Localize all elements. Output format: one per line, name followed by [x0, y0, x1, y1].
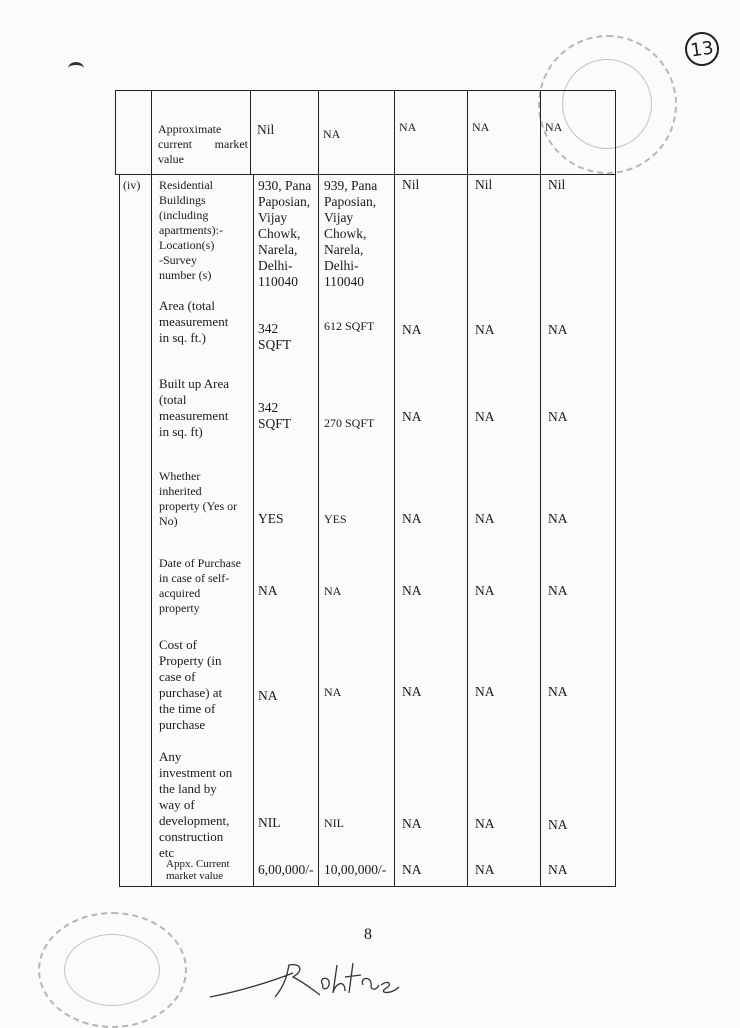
field-label-line: in case of self- [159, 571, 230, 585]
field-value-line: 342 [258, 321, 279, 336]
field-value-col5: NA [548, 409, 568, 424]
table-col-line [250, 90, 251, 174]
field-value-col4: NA [475, 322, 495, 337]
top-row-col1: Nil [257, 122, 275, 137]
field-value-col1 [258, 400, 291, 432]
field-value-col3: NA [402, 816, 422, 831]
row-serial-iv: (iv) [123, 178, 141, 192]
field-value-col5: NA [548, 583, 568, 598]
table-bottom-border [119, 886, 616, 887]
field-value-line: 930, Pana [258, 178, 312, 193]
field-value-col1: YES [258, 511, 284, 526]
field-value-line: SQFT [258, 337, 292, 352]
field-value-col4: NA [475, 816, 495, 831]
field-value-col1 [258, 178, 311, 290]
field-label-line: -Survey [159, 253, 197, 267]
field-value-col4: NA [475, 862, 495, 877]
field-value-line: 110040 [258, 274, 298, 289]
field-label-line: measurement [159, 408, 229, 423]
handwritten-signature [205, 935, 405, 1010]
field-label-line: purchase [159, 717, 206, 732]
field-label [159, 637, 222, 733]
field-value-col3: NA [402, 862, 422, 877]
field-label-line: Buildings [159, 193, 206, 207]
field-value-line: Chowk, [324, 226, 367, 241]
field-label-line: Property (in [159, 653, 222, 668]
field-value-line: Delhi- [324, 258, 359, 273]
field-label-line: the land by [159, 781, 217, 796]
field-value-col3: NA [402, 583, 422, 598]
field-value-line: Narela, [324, 242, 364, 257]
field-value-col4: Nil [475, 177, 493, 192]
field-value-col1 [258, 321, 291, 353]
table-col-line [467, 90, 468, 887]
field-label-line: market value [166, 870, 224, 882]
punch-hole-mark [68, 62, 84, 75]
field-value-col5: NA [548, 817, 568, 832]
field-value-col2: YES [324, 512, 347, 526]
field-label [159, 749, 232, 861]
field-value-line: SQFT [258, 416, 292, 431]
field-value-col2 [324, 178, 377, 290]
field-value-col5: NA [548, 511, 568, 526]
field-value-line: 939, Pana [324, 178, 378, 193]
table-col-line [615, 90, 616, 887]
field-value-col5: NA [548, 862, 568, 877]
top-row-col4: NA [472, 120, 490, 134]
field-label-line: Appx. Current [166, 858, 230, 870]
field-label-line: inherited [159, 484, 202, 498]
field-value-col3: NA [402, 684, 422, 699]
field-value-col4: NA [475, 409, 495, 424]
table-col-line [253, 174, 254, 887]
field-value-col2: NA [324, 685, 342, 699]
field-label-line: Residential [159, 178, 213, 192]
field-value-line: 342 [258, 400, 279, 415]
field-label-line: in sq. ft) [159, 424, 203, 439]
field-value-line: Vijay [258, 210, 288, 225]
field-label-line: Whether [159, 469, 201, 483]
field-label-line: Location(s) [159, 238, 215, 252]
table-col-line [394, 90, 395, 887]
field-label-line: Cost of [159, 637, 197, 652]
field-label [159, 298, 228, 346]
field-value-col3: NA [402, 409, 422, 424]
top-row-col3: NA [399, 120, 417, 134]
field-value-col2: 612 SQFT [324, 319, 375, 333]
field-label-line: measurement [159, 314, 229, 329]
page-number-circled: 13 [683, 30, 721, 68]
field-label-line: property (Yes or [159, 499, 238, 513]
field-label-line: in sq. ft.) [159, 330, 206, 345]
field-value-col4: NA [475, 583, 495, 598]
field-value-line: 110040 [324, 274, 364, 289]
table-col-line [119, 174, 120, 887]
field-value-col1: NA [258, 583, 278, 598]
field-label [159, 376, 229, 440]
table-col-line [151, 90, 152, 887]
top-row-col5: NA [545, 120, 563, 134]
top-row-col2: NA [323, 127, 341, 141]
field-value-col1: NA [258, 688, 278, 703]
field-value-col5: Nil [548, 177, 566, 192]
field-value-col5: NA [548, 322, 568, 337]
field-value-col4: NA [475, 684, 495, 699]
field-label-line: way of [159, 797, 195, 812]
field-label-line: development, [159, 813, 230, 828]
field-label-line: apartments):- [159, 223, 223, 237]
field-value-col3: NA [402, 322, 422, 337]
notary-stamp-bottom-left [38, 912, 187, 1028]
field-label-line: Date of Purchase [159, 556, 241, 570]
field-label-line: No) [159, 514, 178, 528]
field-value-col3: Nil [402, 177, 420, 192]
table-col-line [318, 90, 319, 887]
table-col-line [540, 90, 541, 887]
field-label-line: number (s) [159, 268, 212, 282]
footer-page-number: 8 [364, 926, 372, 943]
field-value-line: Paposian, [324, 194, 377, 209]
field-label-line: Area (total [159, 298, 215, 313]
field-label-line: construction [159, 829, 224, 844]
field-label-line: purchase) at [159, 685, 223, 700]
table-col-line [115, 90, 116, 174]
field-label-line: property [159, 601, 200, 615]
field-label [166, 858, 230, 882]
field-value-col1: 6,00,000/- [258, 862, 314, 877]
approximate-market-value-label: Approximate current market value [158, 122, 248, 166]
field-value-col2: NIL [324, 816, 344, 830]
field-value-col1: NIL [258, 815, 281, 830]
field-label [159, 556, 241, 616]
field-value-col5: NA [548, 684, 568, 699]
field-label [159, 178, 223, 283]
field-value-line: Vijay [324, 210, 354, 225]
field-label-line: case of [159, 669, 196, 684]
field-value-col3: NA [402, 511, 422, 526]
field-value-line: Paposian, [258, 194, 311, 209]
field-value-col2: NA [324, 584, 342, 598]
field-value-col2: 10,00,000/- [324, 862, 387, 877]
field-label-line: (including [159, 208, 209, 222]
field-label-line: acquired [159, 586, 201, 600]
field-value-line: Chowk, [258, 226, 301, 241]
field-label-line: Any [159, 749, 182, 764]
field-label-line: Built up Area [159, 376, 230, 391]
field-label-line: (total [159, 392, 187, 407]
field-value-col2: 270 SQFT [324, 416, 375, 430]
field-label [159, 469, 237, 529]
field-value-line: Narela, [258, 242, 298, 257]
field-label-line: etc [159, 845, 175, 860]
field-value-col4: NA [475, 511, 495, 526]
field-label-line: investment on [159, 765, 233, 780]
notary-stamp-top-right [538, 35, 677, 174]
field-value-line: Delhi- [258, 258, 293, 273]
field-label-line: the time of [159, 701, 216, 716]
